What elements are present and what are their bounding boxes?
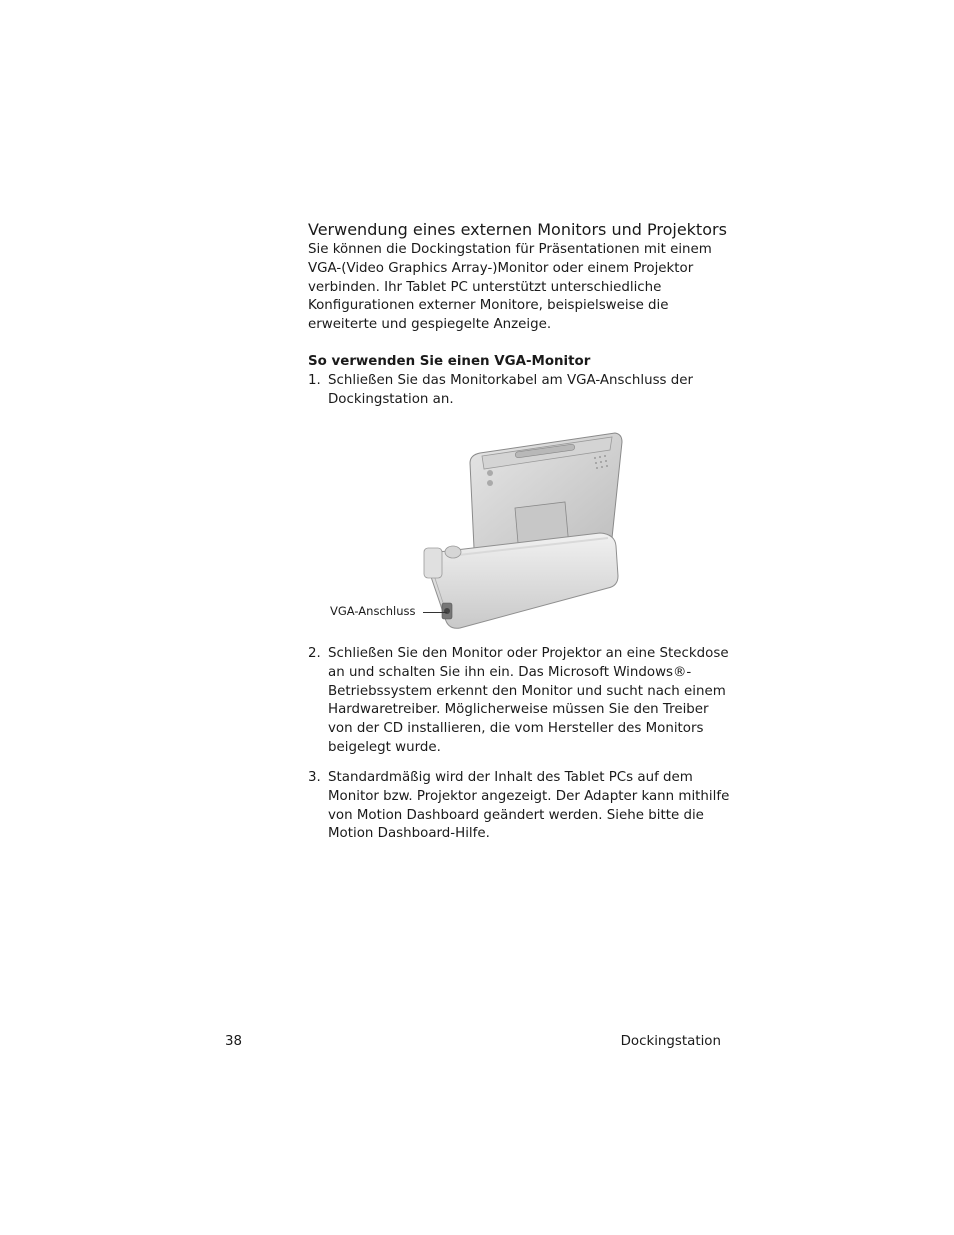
vga-port-callout: VGA-Anschluss (330, 604, 416, 618)
page-number: 38 (225, 1034, 243, 1049)
step-number: 3. (308, 770, 321, 785)
step-1 (308, 372, 733, 410)
dock-base-shape (424, 533, 618, 628)
step-3 (308, 769, 733, 844)
step-2 (308, 645, 733, 758)
intro-paragraph: Sie können die Dockingstation für Präsentationen mit einem VGA-(Video Graphics Array-)Monitor oder einem Projektor verbinden. Ihr Tablet PC unterstützt unterschiedliche Konfigurationen externer Monitore, beispielsweise die erweiterte und gespiegelte Anzeige. (308, 242, 712, 333)
callout-leader-line (423, 612, 447, 613)
step-number: 2. (308, 646, 321, 661)
step-number: 1. (308, 373, 321, 388)
step-text: Schließen Sie den Monitor oder Projektor an eine Steckdose an und schalten Sie ihn ein. Das Microsoft Windows®-Betriebssystem erkennt den Monitor und sucht nach einem Hardwaretreiber. Möglicherweise müssen Sie den Treiber von der CD installieren, die vom Hersteller des Monitors beigelegt wurde. (328, 646, 729, 755)
procedure-heading: So verwenden Sie einen VGA-Monitor (308, 354, 591, 369)
step-text: Standardmäßig wird der Inhalt des Tablet PCs auf dem Monitor bzw. Projektor angezeigt. Der Adapter kann mithilfe von Motion Dashboard geändert werden. Siehe bitte die Motion Dashboard-Hilfe. (328, 770, 730, 842)
step-text: Schließen Sie das Monitorkabel am VGA-Anschluss der Dockingstation an. (328, 373, 694, 407)
section-heading: Verwendung eines externen Monitors und Projektors (308, 220, 727, 239)
chapter-title: Dockingstation (620, 1034, 721, 1049)
